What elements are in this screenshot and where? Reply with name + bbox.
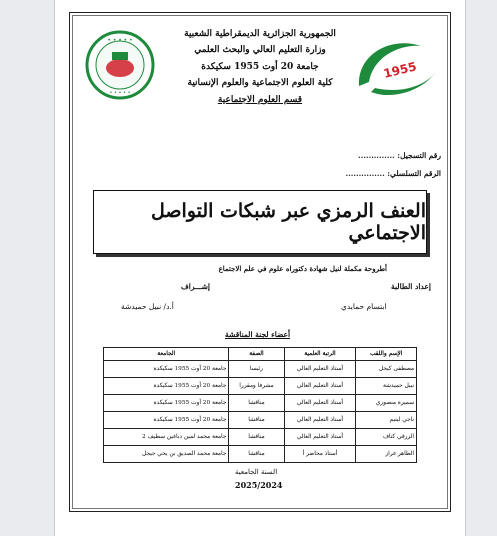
serial-number: الرقم التسلسلي: ...............	[345, 169, 441, 178]
table-row	[104, 378, 417, 395]
svg-text:1955: 1955	[382, 59, 418, 81]
institution-header	[180, 26, 340, 108]
ministry-line: وزارة التعليم العالي والبحث العلمي	[194, 45, 326, 56]
member-rank: أستاذ التعليم العالي	[284, 361, 356, 378]
jury-table	[103, 347, 417, 463]
member-university: جامعة محمد لمين دباغين سطيف 2	[104, 429, 229, 446]
member-university: جامعة 20 أوت 1955 سكيكدة	[104, 361, 229, 378]
member-role: مناقشا	[229, 446, 284, 463]
faculty-line: كلية العلوم الاجتماعية والعلوم الإنسانية	[187, 78, 333, 89]
member-university: جامعة 20 أوت 1955 سكيكدة	[104, 378, 229, 395]
member-university: جامعة 20 أوت 1955 سكيكدة	[104, 395, 229, 412]
department-line: قسم العلوم الاجتماعية	[217, 94, 303, 105]
table-row	[104, 361, 417, 378]
academic-year: 2025/2024	[235, 480, 283, 490]
header-rank: الرتبة العلمية	[284, 348, 356, 361]
jury-title: أعضاء لجنة المناقشة	[225, 330, 291, 339]
member-rank: أستاذ التعليم العالي	[284, 429, 356, 446]
member-name: مصطفى كيحل	[356, 361, 417, 378]
member-role: مناقشا	[229, 429, 284, 446]
member-rank: أستاذ التعليم العالي	[284, 395, 356, 412]
document-page	[54, 0, 466, 536]
university-line: جامعة 20 أوت 1955 سكيكدة	[201, 61, 319, 72]
header-university: الجامعة	[104, 348, 229, 361]
member-university: جامعة 20 أوت 1955 سكيكدة	[104, 412, 229, 429]
supervision-label: إشـــراف	[181, 282, 210, 291]
member-role: مشرفا ومقررا	[229, 378, 284, 395]
republic-line: الجمهورية الجزائرية الديمقراطية الشعبية	[184, 29, 336, 39]
table-row	[104, 412, 417, 429]
member-name: ناجي ليتيم	[356, 412, 417, 429]
table-row	[104, 429, 417, 446]
member-name: الزرقي كتاف	[356, 429, 417, 446]
svg-text:• • • • •: • • • • •	[107, 37, 133, 44]
member-rank: أستاذ التعليم العالي	[284, 378, 356, 395]
header-role: الصفة	[229, 348, 284, 361]
thesis-subtitle: أطروحة مكملة لنيل شهادة دكتوراه علوم في علم الاجتماع	[218, 264, 387, 273]
header-name: الإسم واللقب	[356, 348, 417, 361]
member-name: سميرة منصوري	[356, 395, 417, 412]
supervisor-name: أ.د/ نبيل حميدشة	[121, 302, 174, 311]
jury-header-row	[104, 348, 417, 361]
table-row	[104, 395, 417, 412]
member-role: رئيسا	[229, 361, 284, 378]
member-name: نبيل حميدشة	[356, 378, 417, 395]
department-logo-icon	[85, 30, 155, 100]
student-name: ابتسام حمايدي	[341, 302, 387, 311]
thesis-title: العنف الرمزي عبر شبكات التواصل الاجتماعي	[93, 190, 427, 254]
member-role: مناقشا	[229, 412, 284, 429]
svg-text:• • • • •: • • • • •	[109, 90, 131, 96]
member-role: مناقشا	[229, 395, 284, 412]
university-logo-icon	[351, 34, 441, 102]
member-university: جامعة محمد الصديق بن يحي جيجل	[104, 446, 229, 463]
student-label: إعداد الطالبة	[391, 282, 431, 291]
registration-number: رقم التسجيل: ..............	[358, 151, 441, 160]
member-rank: أستاذ التعليم العالي	[284, 412, 356, 429]
table-row	[104, 446, 417, 463]
member-name: الطاهر غراز	[356, 446, 417, 463]
academic-year-label: السنة الجامعية	[235, 468, 278, 476]
member-rank: أستاذ محاضر أ	[284, 446, 356, 463]
